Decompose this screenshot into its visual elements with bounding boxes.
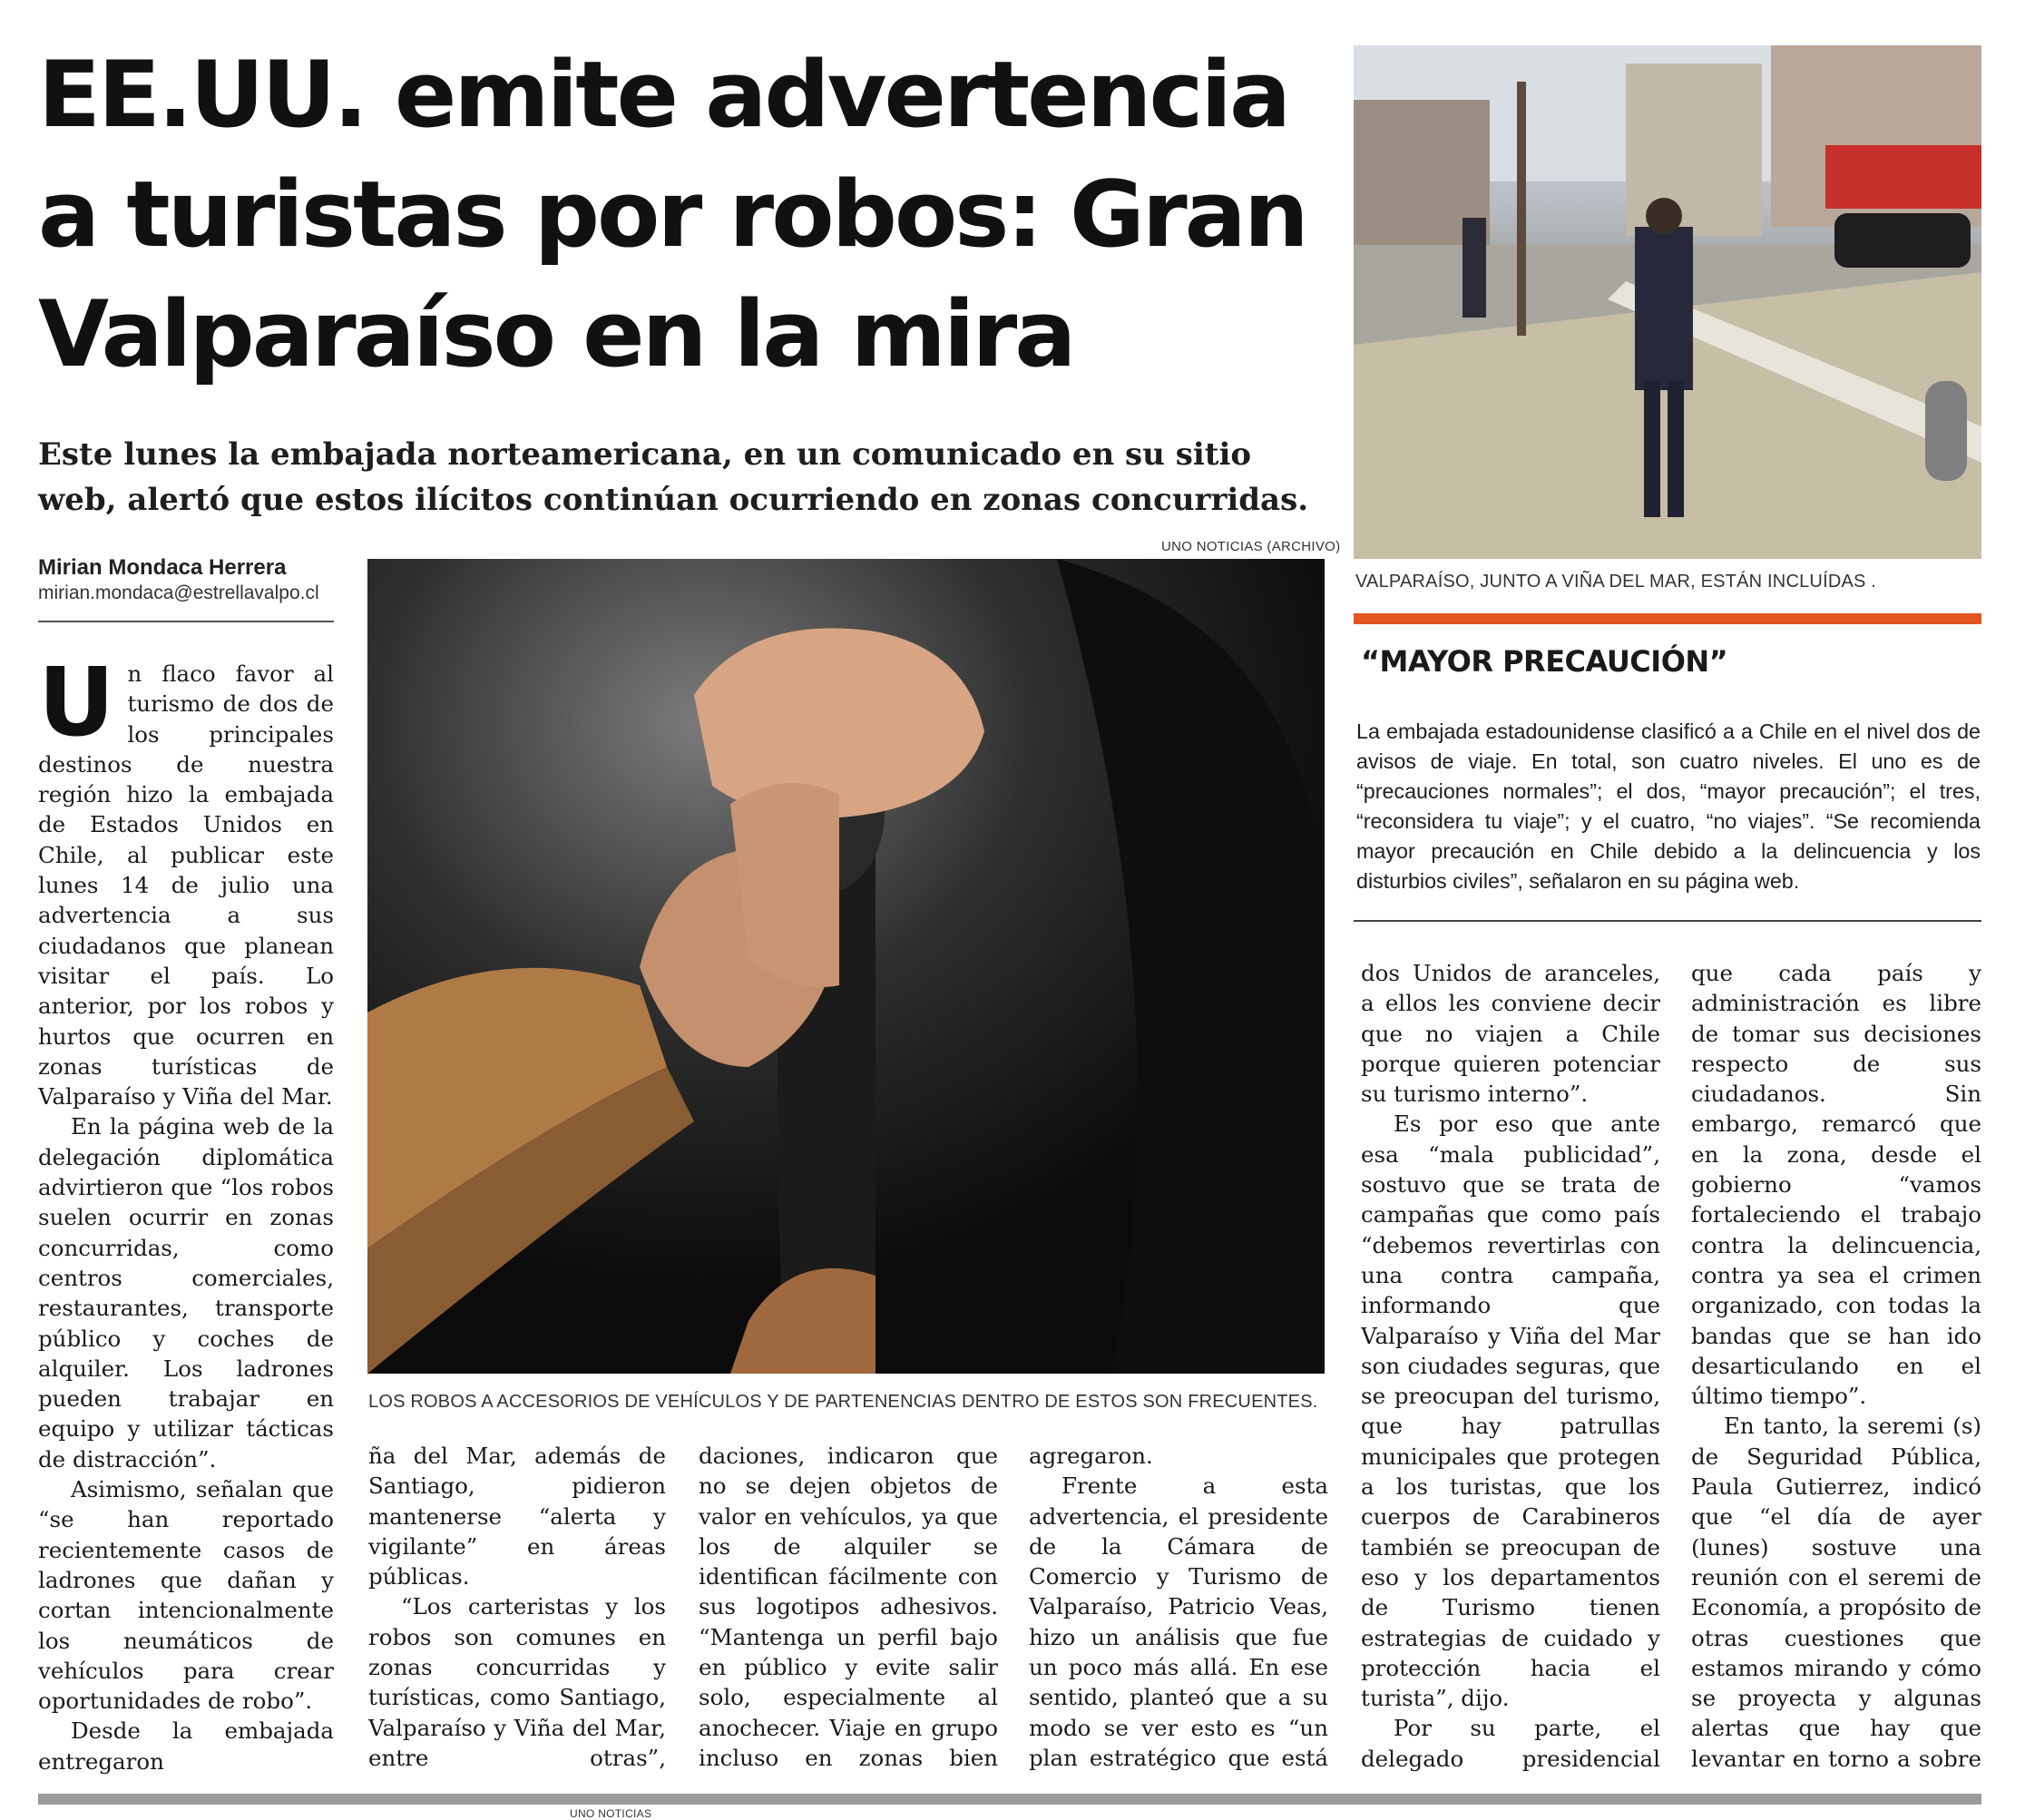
body-paragraph: Es por eso que ante esa “mala publicidad”, sostuvo que se trata de campañas que como país “debemos revertirlas con una contra campaña, informando que Valparaíso y Viña del Mar son ciudades seguras, que se preocupan del turismo, que hay patrullas municipales que protegen a los turistas, que los cuerpos de Carabineros también se preocupan de eso y los departamentos de Turismo tienen estrategias de cuidado y protección hacia el turista”, dijo.	[1361, 1111, 1660, 1712]
box-bottom-rule	[1354, 920, 1981, 922]
body-paragraph: Frente a esta advertencia, el presidente de la Cámara de Comercio y Turismo de Valparaíso, Patricio Veas, hizo un análisis que fue un poco más allá. En ese sentido, planteó que a su modo se ver esto es “un plan estratégico que está	[1029, 1473, 1328, 1771]
body-paragraph: Desde la embajada entregaron	[38, 1717, 334, 1775]
body-paragraph	[38, 659, 334, 1111]
bottom-rule	[38, 1794, 1981, 1805]
box-title: “MAYOR PRECAUCIÓN”	[1361, 644, 1728, 679]
headline: EE.UU. emite advertencia a turistas por robos: Gran Valparaíso en la mira	[38, 41, 1306, 387]
main-photo-steering-wheel	[367, 559, 1325, 1374]
main-photo-caption: LOS ROBOS A ACCESORIOS DE VEHÍCULOS Y DE PARTENENCIAS DENTRO DE ESTOS SON FRECUENTES.	[368, 1392, 1318, 1412]
body-paragraph: Por su parte, el delegado presidencial	[1361, 1715, 1660, 1772]
deck-subtitle: Este lunes la embajada norteamericana, en un comunicado en su sitio web, alertó que estos ilícitos continúan ocurriendo en zonas concurridas.	[38, 436, 1309, 518]
body-paragraph: ña del Mar, además de Santiago, pidieron mantenerse “alerta y vigilante” en áreas públicas.	[368, 1443, 666, 1590]
box-top-rule	[1354, 613, 1981, 624]
author-name: Mirian Mondaca Herrera	[38, 555, 287, 580]
main-photo-credit: UNO NOTICIAS (ARCHIVO)	[1161, 539, 1341, 554]
street-scene-illustration	[1354, 45, 1981, 559]
body-paragraph: daciones, indicaron que no se dejen objetos de valor en vehículos, ya que los de alquiler se identifican fácilmente con sus logotipos adhesivos. “Mantenga un perfil bajo en público y evite salir solo, especialmente al anochecer. Viaje en grupo incluso en zonas bien	[699, 1443, 998, 1771]
body-paragraph: que cada país y administración es libre de tomar sus decisiones respecto de sus ciudadanos. Sin embargo, remarcó que en la zona, desde el gobierno “vamos fortaleciendo el trabajo contra la delincuencia, contra ya sea el crimen organizado, con todas la bandas que se han ido desarticulando en el último tiempo”.	[1691, 960, 1981, 1410]
body-column-4	[1029, 1441, 1328, 1775]
body-paragraph: agregaron.	[1029, 1443, 1153, 1469]
body-column-1	[38, 659, 334, 1775]
body-paragraph: En la página web de la delegación diplomática advirtieron que “los robos suelen ocurrir en zonas concurridas, como centros comerciales, restaurantes, transporte público y coches de alquiler. Los ladrones pueden trabajar en equipo y utilizar tácticas de distracción”.	[38, 1113, 334, 1473]
steering-wheel-illustration	[367, 559, 1325, 1374]
body-text: n flaco favor al turismo de dos de los principales destinos de nuestra región hizo la embajada de Estados Unidos en Chile, al publicar este lunes 14 de julio una advertencia a sus ciudadanos que planean visitar el país. Lo anterior, por los robos y hurtos que ocurren en zonas turísticas de Valparaíso y Viña del Mar.	[38, 660, 334, 1111]
body-paragraph: dos Unidos de aranceles, a ellos les conviene decir que no viajen a Chile porque quieren potenciar su turismo interno”.	[1361, 960, 1660, 1108]
box-text: La embajada estadounidense clasificó a a Chile en el nivel dos de avisos de viaje. En total, son cuatro niveles. El uno es de “precauciones normales”; el dos, “mayor precaución”; el tres, “reconsidera tu viaje”; y el cuatro, “no viajes”. “Se recomienda mayor precaución en Chile debido a la delincuencia y los disturbios civiles”, señalaron en su página web.	[1356, 719, 1981, 893]
drop-cap: U	[38, 659, 115, 758]
body-paragraph: “Los carteristas y los robos son comunes en zonas concurridas y turísticas, como Santiago, Valparaíso y Viña del Mar, entre otras”,	[368, 1593, 666, 1771]
body-column-6	[1691, 958, 1981, 1775]
bottom-photo-credit: UNO NOTICIAS	[570, 1807, 652, 1820]
byline-divider	[38, 621, 334, 622]
street-photo-valparaiso	[1354, 45, 1981, 559]
author-email: mirian.mondaca@estrellavalpo.cl	[38, 582, 319, 603]
body-column-5	[1361, 958, 1660, 1775]
street-photo-caption: VALPARAÍSO, JUNTO A VIÑA DEL MAR, ESTÁN INCLUÍDAS .	[1355, 572, 1877, 592]
body-paragraph: Asimismo, señalan que “se han reportado recientemente casos de ladrones que dañan y cortan intencionalmente los neumáticos de vehículos para crear oportunidades de robo”.	[38, 1476, 334, 1715]
body-column-2	[368, 1441, 666, 1775]
body-column-3	[699, 1441, 998, 1775]
body-text: En tanto, la seremi (s) de Seguridad Pública, Paula Gutierrez, indicó que “el día de ayer (lunes) sostuve una reunión con el seremi de Economía, a propósito de otras cuestiones que estamos mirando y cómo se proyecta y algunas alertas que hay que levantar en torno a sobre	[1691, 1413, 1981, 1772]
body-paragraph	[1691, 1411, 1981, 1775]
